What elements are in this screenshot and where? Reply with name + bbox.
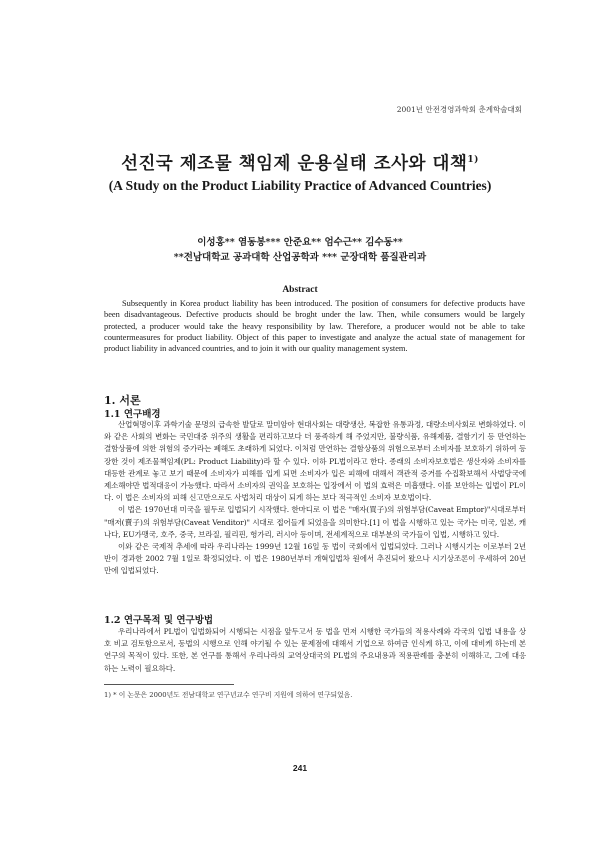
abstract-heading: Abstract xyxy=(282,285,318,295)
section-1-2-body xyxy=(104,626,526,675)
paragraph: 산업혁명이후 과학기술 문명의 급속한 발달로 말미암아 현대사회는 대량생산, 복잡한 유통과정, 대량소비사회로 변화하였다. 이와 같은 사회의 변화는 국민대중 위주의 생활을 편리하고보다 더 풍족하게 해 주었지만, 불량식품, 유해제품, 결함기기 등 만연하는 결함상품에 의한 위험의 증가라는 폐해도 초래하게 되었다. 이처럼 만연하는 결함상품의 위험으로부터 소비자를 보호하기 위하여 등장한 것이 제조물책임제(PL: Product Liability)라 할 수 있다. 이하 PL법이라고 한다. 종래의 소비자보호법은 생산자와 소비자를 대등한 관계로 놓고 보기 때문에 소비자가 피해를 입게 되면 소비자가 입은 피해에 대해서 객관적 증거를 수집확보해서 사법당국에 제소해야만 법적대응이 가능했다. 따라서 소비자의 권익을 보호하는 입장에서 이 법의 효력은 미흡했다. 이를 보안하는 입법이 PL이다. 이 법은 소비자의 피해 신고만으로도 사법처리 대상이 되게 하는 보다 적극적인 소비자 보호법이다. xyxy=(104,420,526,503)
page-number: 241 xyxy=(292,763,308,773)
abstract-text: Subsequently in Korea product liability has been introduced. The position of consumers for defective products have been disadvantageous. Defective products should be broght under the law. Then, while consumers would be largely protected, a producer would take the heavy responsibility by law. Therefore, a producer would not be able to take countermeasures for product liability. Object of this paper to investigate and analyze the actual state of management for product liability in advanced countries, and to join it with our quality management system. xyxy=(104,299,525,354)
english-title: (A Study on the Product Liability Practice of Advanced Countries) xyxy=(108,178,492,193)
korean-title-text: 선진국 제조물 책임제 운용실태 조사와 대책 xyxy=(121,154,468,174)
paragraph: 우리나라에서 PL법이 입법화되어 시행되는 시점을 앞두고서 동 법을 먼저 시행한 국가들의 적용사례와 각국의 입법 내용을 상호 비교 검토함으로서, 동법의 시행으로 인해 야기될 수 있는 문제점에 대해서 기업으로 하여금 인식케 하고, 이에 대비케 하는데 본 연구의 목적이 있다. 또한, 본 연구를 통해서 우리나라의 교역상대국의 PL법의 주요내용과 적용판례를 충분히 이해하고, 그에 대응하는 노력이 필요하다. xyxy=(104,627,526,673)
footnote-divider xyxy=(104,684,234,685)
section-1-1-heading: 1.1 연구배경 xyxy=(104,409,161,420)
section-1-heading: 1. 서론 xyxy=(104,394,141,407)
title-footnote-mark: 1) xyxy=(467,155,479,166)
korean-title xyxy=(0,150,600,175)
author-affiliations: **전남대학교 공과대학 산업공학과 *** 군장대학 품질관리과 xyxy=(173,252,427,263)
section-1-1-body xyxy=(104,419,526,578)
footnote: 1) * 이 논문은 2000년도 전남대학교 연구년교수 연구비 지원에 의하여 연구되었음. xyxy=(104,691,353,699)
running-header: 2001년 안전경영과학회 춘계학술대회 xyxy=(396,105,522,114)
author-list: 이성홍** 염동봉*** 안준요** 엄수근** 김수동** xyxy=(197,237,403,248)
paragraph: 이 법은 1970년대 미국을 필두로 입법되기 시작했다. 한마디로 이 법은 "매자(買子)의 위험부담(Caveat Emptor)"시대로부터 "매저(賣子)의 위험부담(Caveat Venditor)" 시대로 접어들게 되었음을 의미한다.[1] 이 법을 시행하고 있는 국가는 미국, 일본, 캐나다, EU가맹국, 호주, 중국, 브라질, 필리핀, 헝가리, 러시아 등이며, 전세계적으로 대부분의 국가들이 입법, 시행하고 있다. xyxy=(104,505,526,539)
paragraph: 이와 같은 국제적 추세에 따라 우리나라는 1999년 12월 16일 동 법이 국회에서 입법되었다. 그러나 시행시기는 이로부터 2년 반이 경과한 2002 7월 1일로 확정되었다. 이 법은 1980년부터 개혁입법차 원에서 추진되어 왔으나 시기상조론이 우세하여 20년 만에 입법되었다. xyxy=(104,542,526,576)
section-1-2-heading: 1.2 연구목적 및 연구방법 xyxy=(104,615,214,626)
